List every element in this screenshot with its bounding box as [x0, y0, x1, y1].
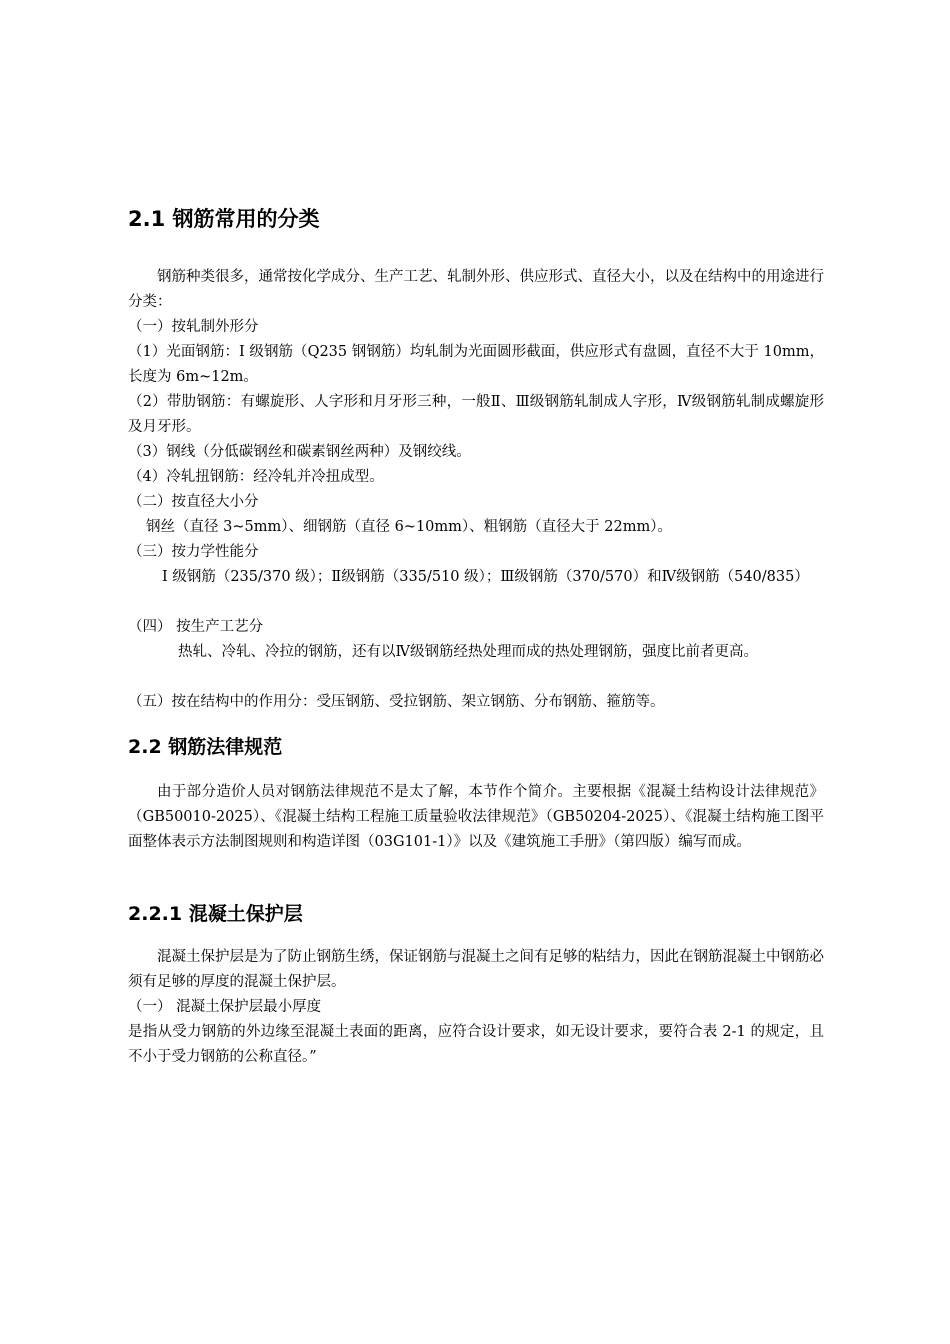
section-2-2-1-body: 混凝土保护层是为了防止钢筋生绣，保证钢筋与混凝土之间有足够的粘结力，因此在钢筋混凝土中钢筋必须有足够的厚度的混凝土保护层。 [128, 949, 824, 990]
section-2-1-intro: 钢筋种类很多，通常按化学成分、生产工艺、轧制外形、供应形式、直径大小，以及在结构中的用途进行分类： [128, 269, 824, 310]
category-1-heading: （一）按轧制外形分 [128, 319, 259, 335]
category-5: （五）按在结构中的作用分：受压钢筋、受拉钢筋、架立钢筋、分布钢筋、箍筋等。 [128, 694, 665, 710]
category-1-item-1: （1）光面钢筋：I 级钢筋（Q235 钢钢筋）均轧制为光面圆形截面，供应形式有盘圆，直径不大于 10mm，长度为 6m~12m。 [128, 344, 824, 385]
category-3-heading: （三）按力学性能分 [128, 544, 259, 560]
category-4-body: 热轧、冷轧、冷拉的钢筋，还有以Ⅳ级钢筋经热处理而成的热处理钢筋，强度比前者更高。 [178, 644, 758, 660]
category-2-heading: （二）按直径大小分 [128, 494, 259, 510]
category-1-item-2: （2）带肋钢筋：有螺旋形、人字形和月牙形三种，一般Ⅱ、Ⅲ级钢筋轧制成人字形，Ⅳ级钢筋轧制成螺旋形及月牙形。 [128, 394, 824, 435]
section-heading-2-2-1: 2.2.1 混凝土保护层 [128, 903, 303, 925]
category-1-item-3: （3）钢线（分低碳钢丝和碳素钢丝两种）及钢绞线。 [128, 444, 471, 460]
category-4-heading: （四） 按生产工艺分 [128, 619, 264, 635]
section-2-2-body: 由于部分造价人员对钢筋法律规范不是太了解，本节作个简介。主要根据《混凝土结构设计法律规范》（GB50010-2025）、《混凝土结构工程施工质量验收法律规范》（GB50204-2025）、《混凝土结构施工图平面整体表示方法制图规则和构造详图（03G101-1）》以及《建筑施工手册》（第四版）编写而成。 [128, 784, 824, 850]
subsection-body-min-cover: 是指从受力钢筋的外边缘至混凝土表面的距离，应符合设计要求，如无设计要求，要符合表 2-1 的规定，且不小于受力钢筋的公称直径。” [128, 1024, 824, 1065]
subsection-heading-min-cover: （一） 混凝土保护层最小厚度 [128, 999, 322, 1015]
section-heading-2-2: 2.2 钢筋法律规范 [128, 736, 283, 758]
category-2-body: 钢丝（直径 3~5mm）、细钢筋（直径 6~10mm）、粗钢筋（直径大于 22mm）。 [146, 519, 672, 535]
category-3-body: Ⅰ 级钢筋（235/370 级）；Ⅱ级钢筋（335/510 级）；Ⅲ级钢筋（370/570）和Ⅳ级钢筋（540/835） [162, 569, 809, 585]
category-1-item-4: （4）冷轧扭钢筋：经冷轧并冷扭成型。 [128, 469, 384, 485]
section-heading-2-1: 2.1 钢筋常用的分类 [128, 207, 320, 231]
